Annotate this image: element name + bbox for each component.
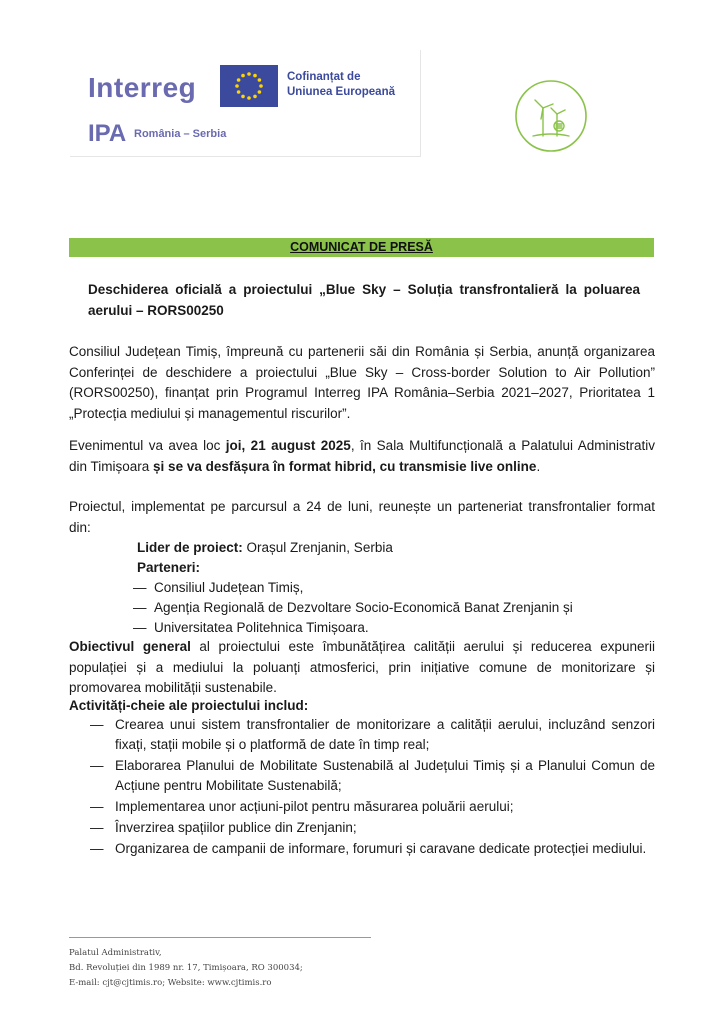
event-end: .	[536, 458, 541, 474]
partner-item: — Agenția Regională de Dezvoltare Socio-Economică Banat Zrenjanin și	[133, 600, 573, 615]
list-item: — Implementarea unor acțiuni-pilot pentru măsurarea poluării aerului;	[90, 799, 514, 814]
press-release-banner: COMUNICAT DE PRESĂ	[69, 238, 654, 257]
event-text-2: , în Sala Multifuncțională a Palatului Administrativ din Timișoara	[69, 438, 655, 474]
footer-line-3: E-mail: cjt@cjtimis.ro; Website: www.cjtimis.ro	[69, 978, 272, 988]
eu-cofinance-text	[287, 70, 395, 100]
event-text-1: Evenimentul va avea loc	[69, 438, 226, 453]
project-leader	[137, 538, 393, 558]
event-format: și se va desfășura în format hibrid, cu transmisie live online	[153, 458, 537, 474]
eu-line-1: Cofinanțat de	[287, 71, 361, 83]
eu-flag-icon	[220, 65, 278, 107]
leader-value: Orașul Zrenjanin, Serbia	[242, 540, 393, 555]
blue-sky-logo-icon	[513, 78, 589, 154]
activities-heading: Activități-cheie ale proiectului includ:	[69, 698, 309, 713]
footer-line-1: Palatul Administrativ,	[69, 948, 162, 958]
list-item: — Înverzirea spațiilor publice din Zrenjanin;	[90, 820, 357, 835]
eu-line-2: Uniunea Europeană	[287, 86, 395, 98]
objective-paragraph	[69, 637, 655, 699]
partner-item: — Universitatea Politehnica Timișoara.	[133, 620, 369, 635]
objective-text: al proiectului este îmbunătățirea calității aerului și reducerea expunerii populației și a mediului la poluanți atmosferici, prin inițiative comune de monitorizare și promovarea mobilității sustenabile.	[69, 639, 655, 695]
project-intro: Proiectul, implementat pe parcursul a 24 de luni, reunește un parteneriat transfrontalier format din:	[69, 499, 655, 535]
list-item: — Organizarea de campanii de informare, forumuri și caravane dedicate protecției mediului.	[90, 841, 647, 856]
list-item: — Crearea unui sistem transfrontalier de monitorizare a calității aerului, incluzând senzori fixați, stații mobile și o platformă de date în timp real;	[90, 717, 655, 752]
interreg-logo-block	[70, 50, 421, 157]
leader-label: Lider de proiect:	[137, 540, 243, 555]
footer-address	[69, 946, 303, 991]
event-paragraph	[69, 436, 655, 477]
activities-list	[90, 715, 655, 860]
footer-divider	[69, 937, 371, 938]
ipa-wordmark: IPA	[88, 120, 127, 147]
partner-item: — Consiliul Județean Timiș,	[133, 580, 304, 595]
objective-label: Obiectivul general	[69, 639, 191, 654]
intro-paragraph: Consiliul Județean Timiș, împreună cu partenerii săi din România și Serbia, anunță organizarea Conferinței de deschidere a proiectului „Blue Sky – Cross-border Solution to Air Pollution” (RORS00250), finanțat prin Programul Interreg IPA România–Serbia 2021–2027, Prioritatea 1 „Protecția mediului și managementul riscurilor”.	[69, 344, 655, 421]
interreg-wordmark: Interreg	[88, 72, 197, 103]
list-item: — Elaborarea Planului de Mobilitate Sustenabilă al Județului Timiș și a Planului Comun de Acțiune pentru Mobilitate Sustenabilă;	[90, 758, 655, 793]
headline: Deschiderea oficială a proiectului „Blue Sky – Soluția transfrontalieră la poluarea aerului – RORS00250	[88, 282, 640, 318]
partners-label: Parteneri:	[137, 560, 201, 575]
footer-line-2: Bd. Revoluției din 1989 nr. 17, Timișoara, RO 300034;	[69, 963, 303, 973]
event-date: joi, 21 august 2025	[225, 438, 351, 453]
program-region: România – Serbia	[134, 128, 227, 140]
